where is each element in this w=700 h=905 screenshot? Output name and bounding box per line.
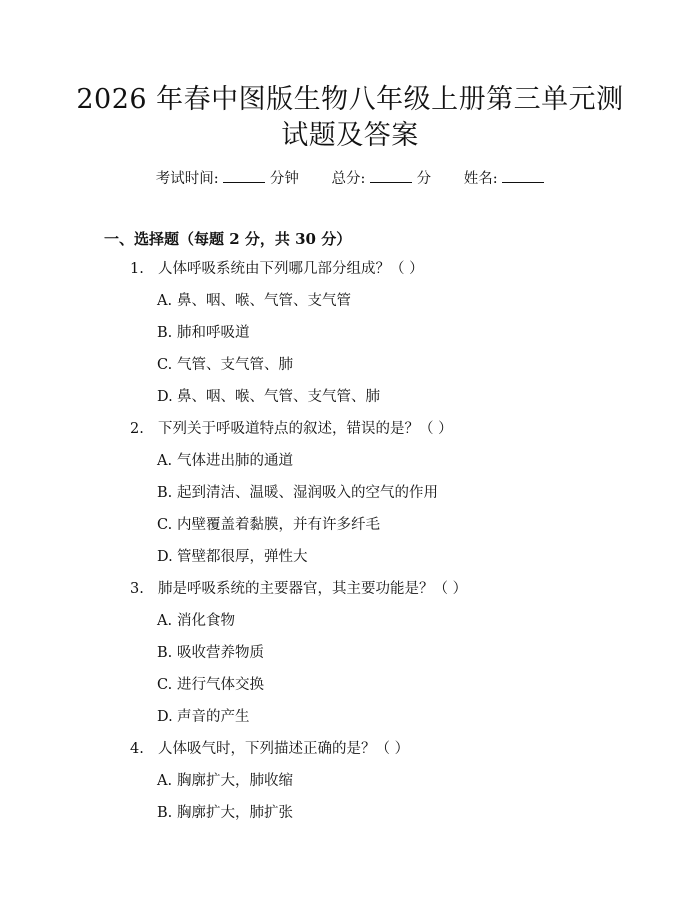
document-title-line-2: 试题及答案 xyxy=(281,120,419,151)
question-number: 2. xyxy=(130,421,144,437)
option-3b xyxy=(157,643,264,663)
question-2 xyxy=(130,419,453,439)
option-text: 管壁都很厚，弹性大 xyxy=(177,549,308,565)
option-text: 胸廓扩大，肺收缩 xyxy=(177,773,293,789)
question-4 xyxy=(130,739,409,759)
option-4a xyxy=(157,771,293,791)
option-letter: D. xyxy=(157,549,173,565)
option-letter: A. xyxy=(157,773,173,789)
total-score-unit: 分 xyxy=(416,171,432,187)
option-1a xyxy=(157,291,351,311)
exam-time-blank[interactable] xyxy=(223,168,265,183)
document-title-line-1: 2026 年春中图版生物八年级上册第三单元测 xyxy=(76,84,624,115)
question-text: 下列关于呼吸道特点的叙述，错误的是？（ ） xyxy=(158,421,453,437)
section-heading: 一、选择题（每题 2 分，共 30 分） xyxy=(104,230,352,248)
option-text: 进行气体交换 xyxy=(177,677,264,693)
student-name-field xyxy=(464,171,545,187)
question-text: 人体呼吸系统由下列哪几部分组成？（ ） xyxy=(158,261,424,277)
option-letter: B. xyxy=(157,325,173,341)
option-3d xyxy=(157,707,250,727)
option-1d xyxy=(157,387,380,407)
student-name-blank[interactable] xyxy=(502,168,544,183)
option-2b xyxy=(157,483,438,503)
option-text: 气体进出肺的通道 xyxy=(177,453,293,469)
total-score-blank[interactable] xyxy=(370,168,412,183)
question-text: 肺是呼吸系统的主要器官，其主要功能是？（ ） xyxy=(158,581,468,597)
option-text: 鼻、咽、喉、气管、支气管 xyxy=(177,293,351,309)
exam-info-row xyxy=(0,168,700,189)
option-letter: D. xyxy=(157,709,173,725)
question-3 xyxy=(130,579,467,599)
question-1 xyxy=(130,259,424,279)
option-1c xyxy=(157,355,293,375)
exam-time-label: 考试时间: xyxy=(155,171,219,187)
option-letter: C. xyxy=(157,677,173,693)
option-text: 声音的产生 xyxy=(177,709,250,725)
option-1b xyxy=(157,323,250,343)
option-2a xyxy=(157,451,293,471)
total-score-field xyxy=(332,171,436,187)
question-number: 1. xyxy=(130,261,144,277)
option-letter: C. xyxy=(157,357,173,373)
exam-time-unit: 分钟 xyxy=(269,171,299,187)
option-text: 肺和呼吸道 xyxy=(177,325,250,341)
option-4b xyxy=(157,803,293,823)
exam-time-field xyxy=(156,171,304,187)
option-letter: B. xyxy=(157,485,173,501)
option-text: 气管、支气管、肺 xyxy=(177,357,293,373)
option-3a xyxy=(157,611,235,631)
student-name-label: 姓名: xyxy=(463,171,498,187)
option-letter: A. xyxy=(157,613,173,629)
total-score-label: 总分: xyxy=(331,171,366,187)
question-number: 3. xyxy=(130,581,144,597)
question-text: 人体吸气时，下列描述正确的是？（ ） xyxy=(158,741,410,757)
option-letter: A. xyxy=(157,293,173,309)
option-text: 消化食物 xyxy=(177,613,235,629)
option-letter: C. xyxy=(157,517,173,533)
option-letter: A. xyxy=(157,453,173,469)
question-number: 4. xyxy=(130,741,144,757)
option-2c xyxy=(157,515,380,535)
option-text: 起到清洁、温暖、湿润吸入的空气的作用 xyxy=(177,485,438,501)
option-letter: B. xyxy=(157,805,173,821)
option-letter: B. xyxy=(157,645,173,661)
option-text: 鼻、咽、喉、气管、支气管、肺 xyxy=(177,389,380,405)
option-3c xyxy=(157,675,264,695)
option-text: 吸收营养物质 xyxy=(177,645,264,661)
option-text: 内壁覆盖着黏膜，并有许多纤毛 xyxy=(177,517,380,533)
option-letter: D. xyxy=(157,389,173,405)
option-2d xyxy=(157,547,308,567)
option-text: 胸廓扩大，肺扩张 xyxy=(177,805,293,821)
